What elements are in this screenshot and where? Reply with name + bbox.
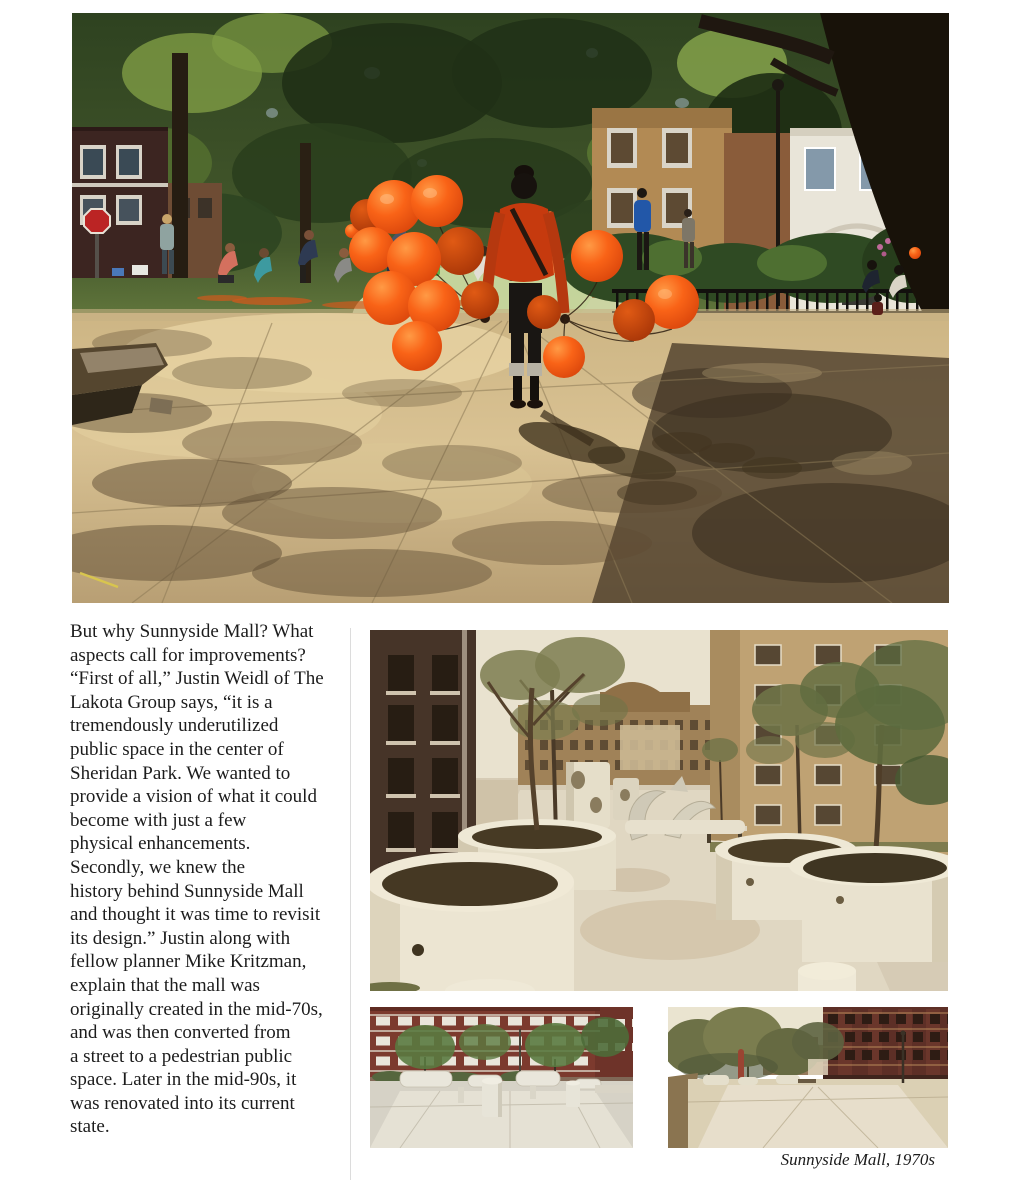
historic-photo — [370, 630, 948, 991]
text-line: Secondly, we knew the — [70, 856, 245, 878]
text-line: space. Later in the mid-90s, it — [70, 1069, 297, 1091]
text-line: and was then converted from — [70, 1022, 291, 1044]
text-line: was renovated into its current — [70, 1092, 295, 1114]
main-photo — [72, 13, 949, 603]
text-line: and thought it was time to revisit — [70, 904, 321, 926]
text-line: provide a vision of what it could — [70, 786, 317, 808]
text-line: state. — [70, 1116, 110, 1138]
text-line: explain that the mall was — [70, 974, 260, 996]
text-line: Lakota Group says, “it is a — [70, 691, 273, 713]
text-line: tremendously underutilized — [70, 715, 279, 737]
stop-sign — [84, 209, 110, 233]
round-planter-foreground — [370, 852, 574, 991]
text-line: public space in the center of — [70, 738, 284, 760]
text-line: “First of all,” Justin Weidl of The — [70, 668, 324, 690]
detail-photo-right — [668, 1007, 948, 1148]
text-line: become with just a few — [70, 809, 247, 831]
text-line: originally created in the mid-70s, — [70, 998, 323, 1020]
text-line: a street to a pedestrian public — [70, 1045, 293, 1067]
text-line: physical enhancements. — [70, 833, 251, 855]
text-line: Sheridan Park. We wanted to — [70, 762, 291, 784]
detail-photo-left — [370, 1007, 633, 1148]
article-text — [70, 620, 362, 1139]
text-line: But why Sunnyside Mall? What — [70, 621, 314, 642]
text-line: history behind Sunnyside Mall — [70, 880, 304, 902]
text-line: fellow planner Mike Kritzman, — [70, 951, 307, 973]
photo-caption: Sunnyside Mall, 1970s — [780, 1150, 935, 1169]
column-divider — [350, 628, 351, 1180]
text-line: its design.” Justin along with — [70, 927, 291, 949]
text-line: aspects call for improvements? — [70, 644, 306, 666]
